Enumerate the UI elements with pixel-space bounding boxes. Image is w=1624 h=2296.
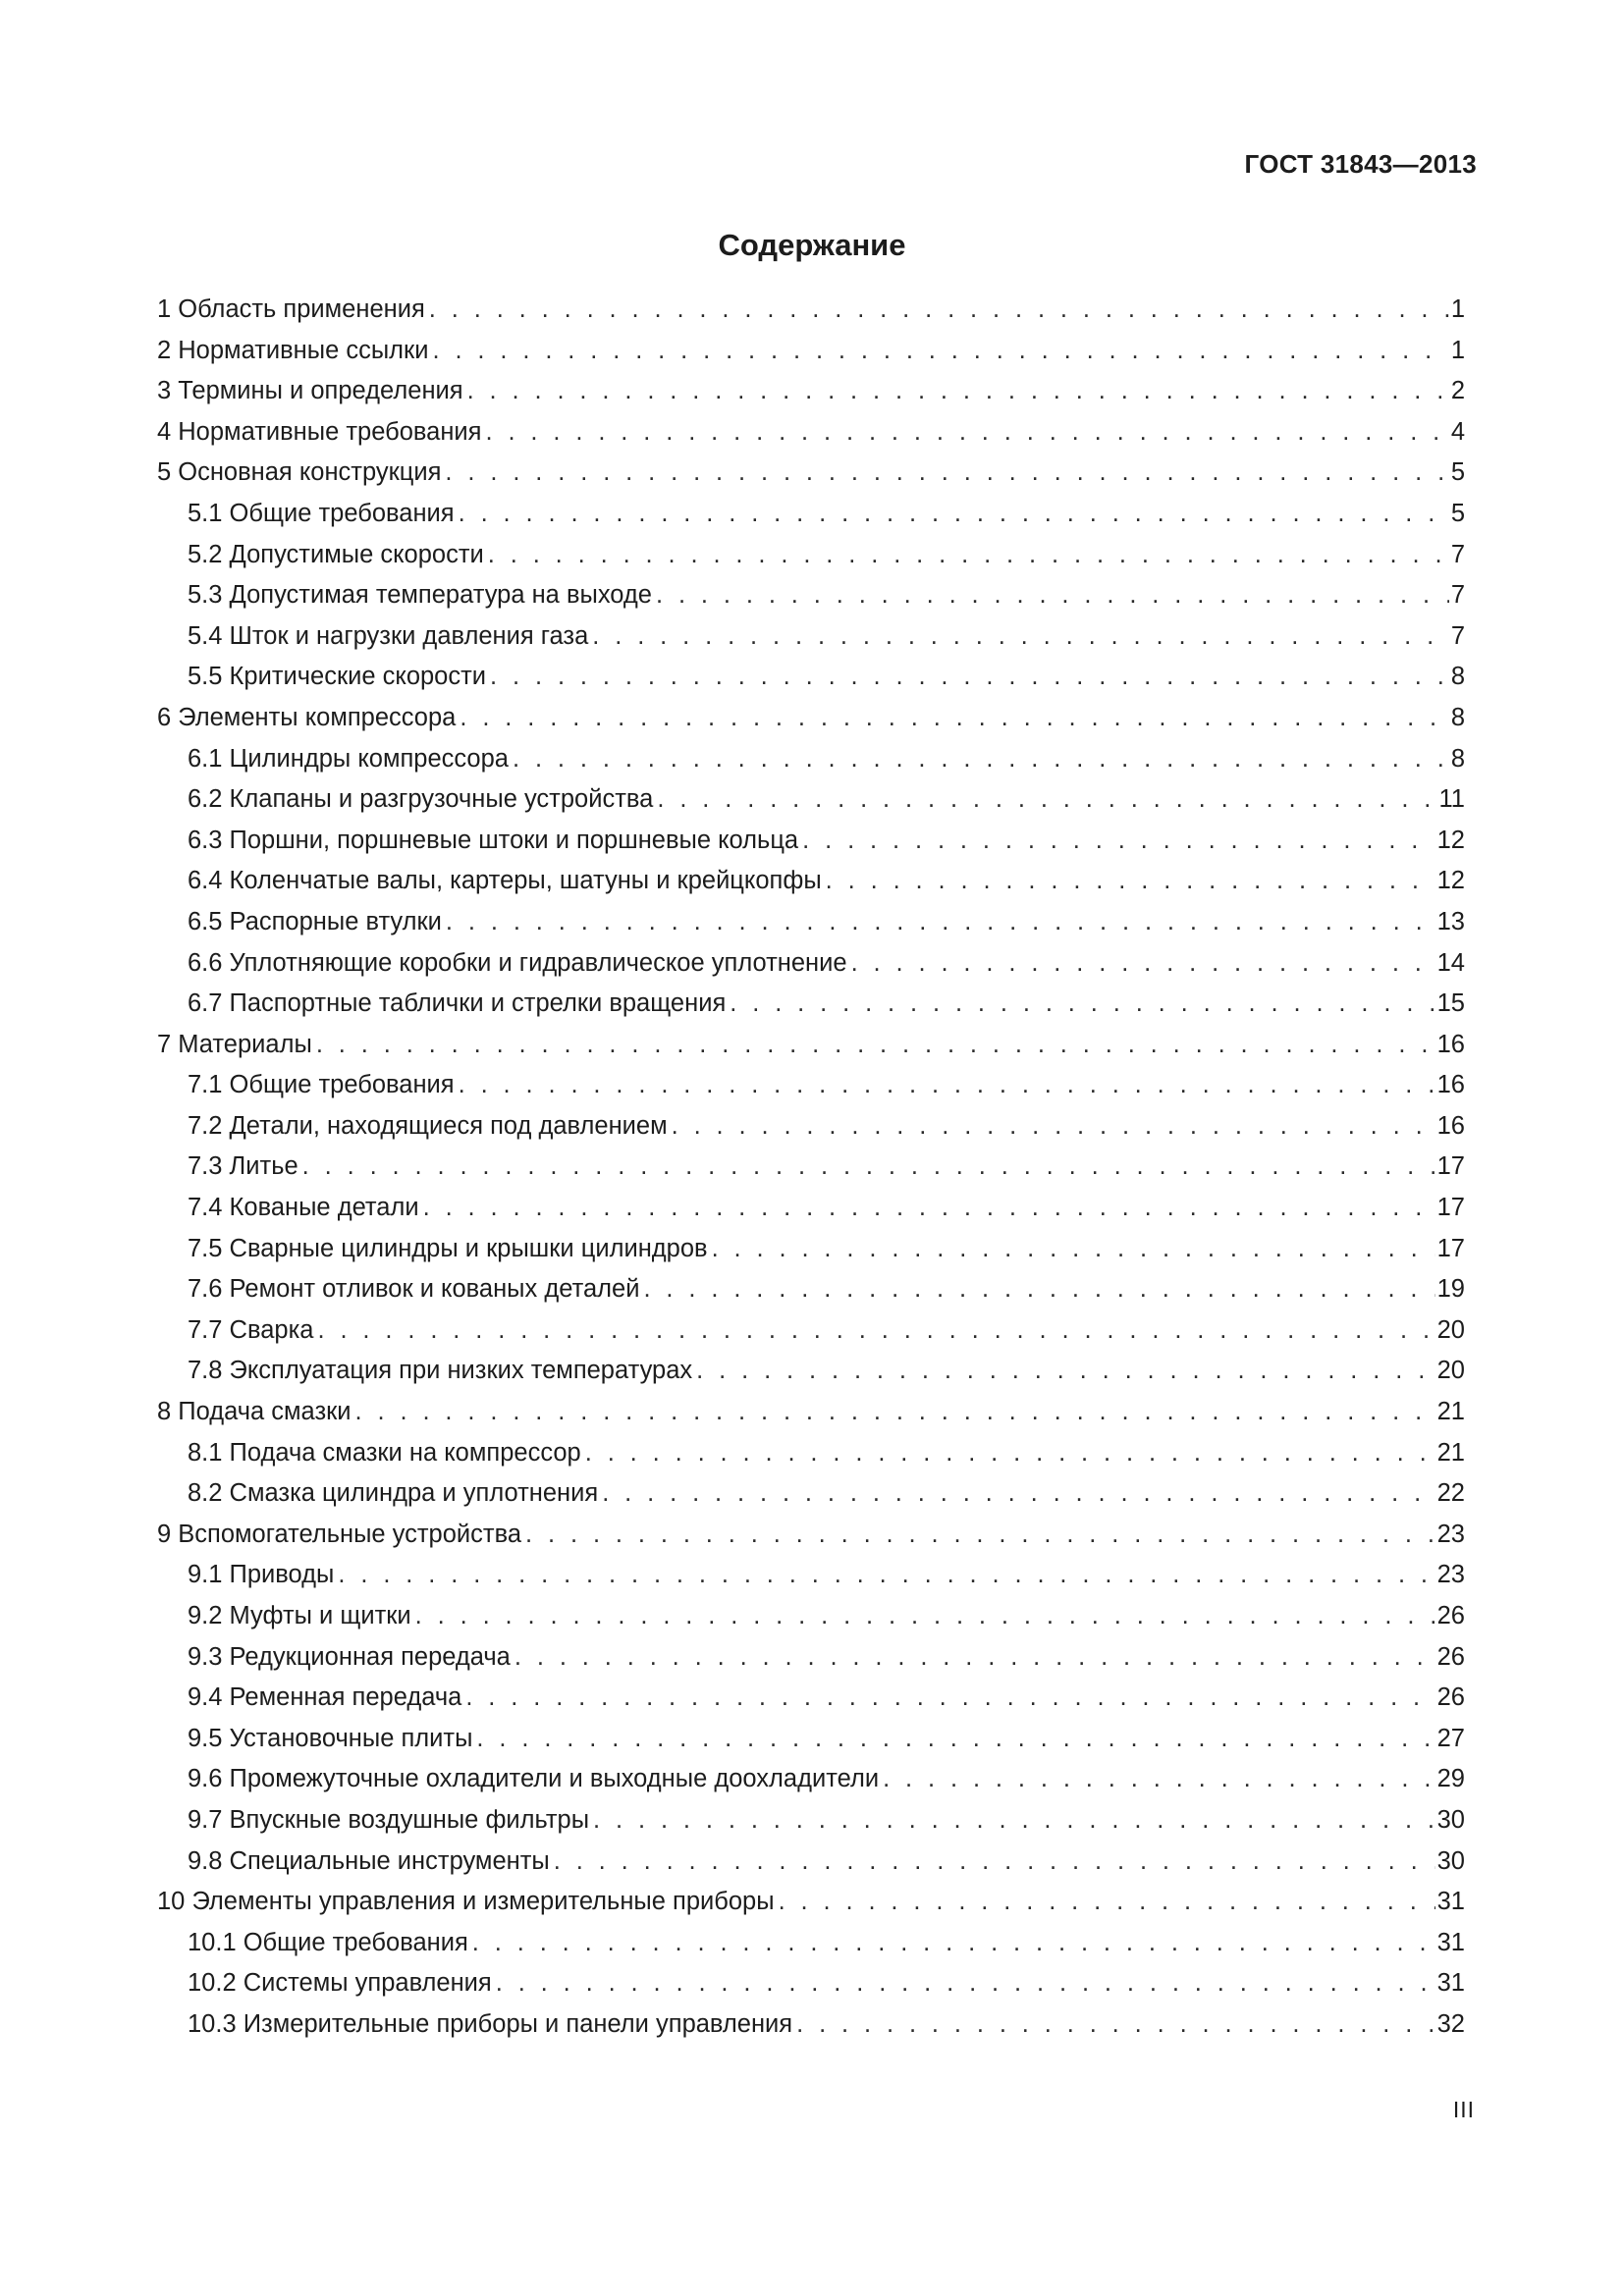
toc-entry-page: 5: [1450, 458, 1465, 487]
dot-leader: [460, 703, 1448, 732]
toc-entry-page: 22: [1436, 1479, 1465, 1508]
dot-leader: [317, 1315, 1435, 1345]
toc-entry[interactable]: [157, 1151, 1465, 1193]
toc-entry-title: 9.8 Специальные инструменты: [188, 1846, 550, 1875]
toc-entry-title: 7.1 Общие требования: [188, 1071, 455, 1099]
toc-entry-page: 17: [1436, 1234, 1465, 1262]
dot-leader: [851, 948, 1435, 978]
dot-leader: [490, 662, 1449, 691]
dot-leader: [672, 1111, 1435, 1141]
dot-leader: [355, 1397, 1435, 1426]
toc-entry-page: 26: [1436, 1683, 1465, 1712]
toc-entry[interactable]: [157, 662, 1465, 703]
toc-entry[interactable]: [157, 1030, 1465, 1071]
toc-entry-page: 4: [1450, 417, 1465, 446]
toc-entry-title: 9.4 Ременная передача: [188, 1683, 462, 1712]
dot-leader: [465, 1682, 1435, 1712]
toc-entry-page: 26: [1436, 1642, 1465, 1671]
toc-entry[interactable]: [157, 1111, 1465, 1152]
toc-entry-title: 10.3 Измерительные приборы и панели управления: [188, 2009, 793, 2038]
toc-entry[interactable]: [157, 866, 1465, 907]
toc-entry-page: 16: [1436, 1071, 1465, 1099]
toc-entry-page: 2: [1450, 377, 1465, 405]
dot-leader: [415, 1601, 1435, 1630]
toc-entry-page: 21: [1436, 1398, 1465, 1426]
table-of-contents: [157, 294, 1465, 2051]
toc-entry-page: 5: [1450, 499, 1465, 527]
toc-entry-page: 7: [1450, 581, 1465, 610]
toc-entry-title: 10.2 Системы управления: [188, 1969, 492, 1998]
dot-leader: [730, 988, 1435, 1018]
toc-entry-page: 23: [1436, 1520, 1465, 1548]
toc-entry-title: 7.4 Кованые детали: [188, 1194, 419, 1222]
dot-leader: [657, 784, 1436, 814]
toc-entry[interactable]: [157, 1397, 1465, 1438]
toc-entry[interactable]: [157, 1968, 1465, 2009]
dot-leader: [779, 1887, 1435, 1916]
toc-entry[interactable]: [157, 1438, 1465, 1479]
toc-entry-page: 11: [1438, 785, 1465, 814]
toc-entry[interactable]: [157, 1315, 1465, 1357]
toc-entry-title: 10 Элементы управления и измерительные приборы: [157, 1888, 775, 1916]
toc-entry[interactable]: [157, 580, 1465, 621]
toc-entry[interactable]: [157, 1724, 1465, 1765]
dot-leader: [467, 376, 1449, 405]
toc-entry-title: 7.6 Ремонт отливок и кованых деталей: [188, 1275, 640, 1304]
toc-entry[interactable]: [157, 907, 1465, 948]
toc-entry-page: 12: [1436, 867, 1465, 895]
toc-entry[interactable]: [157, 744, 1465, 785]
dot-leader: [476, 1724, 1435, 1753]
toc-entry-title: 1 Область применения: [157, 295, 425, 323]
toc-entry-title: 5.4 Шток и нагрузки давления газа: [188, 621, 589, 650]
toc-entry-title: 7 Материалы: [157, 1030, 312, 1058]
toc-entry[interactable]: [157, 540, 1465, 581]
toc-entry[interactable]: [157, 1846, 1465, 1888]
toc-entry[interactable]: [157, 826, 1465, 867]
toc-entry-title: 6.1 Цилиндры компрессора: [188, 744, 509, 773]
dot-leader: [459, 1070, 1435, 1099]
toc-entry-title: 5 Основная конструкция: [157, 458, 442, 487]
dot-leader: [446, 907, 1435, 936]
toc-entry-title: 8.2 Смазка цилиндра и уплотнения: [188, 1479, 599, 1508]
toc-entry-page: 1: [1450, 295, 1465, 323]
toc-entry[interactable]: [157, 621, 1465, 663]
toc-entry-page: 13: [1436, 907, 1465, 935]
toc-entry[interactable]: [157, 1928, 1465, 1969]
toc-entry-page: 26: [1436, 1602, 1465, 1629]
toc-entry-page: 23: [1436, 1561, 1465, 1589]
toc-entry-title: 5.2 Допустимые скорости: [188, 540, 484, 568]
dot-leader: [796, 2009, 1435, 2039]
toc-entry[interactable]: [157, 988, 1465, 1030]
toc-entry[interactable]: [157, 417, 1465, 458]
toc-entry-page: 32: [1436, 2009, 1465, 2038]
toc-entry-title: 9.5 Установочные плиты: [188, 1724, 473, 1752]
toc-entry-title: 2 Нормативные ссылки: [157, 336, 429, 364]
toc-entry-page: 7: [1450, 540, 1465, 568]
toc-entry[interactable]: [157, 1274, 1465, 1315]
toc-entry-title: 8 Подача смазки: [157, 1398, 352, 1426]
dot-leader: [826, 866, 1435, 895]
dot-leader: [485, 417, 1448, 447]
toc-entry[interactable]: [157, 703, 1465, 744]
toc-entry-page: 14: [1436, 948, 1465, 977]
dot-leader: [525, 1520, 1435, 1549]
dot-leader: [656, 580, 1449, 610]
toc-entry-page: 31: [1436, 1969, 1465, 1998]
toc-entry[interactable]: [157, 1070, 1465, 1111]
toc-entry[interactable]: [157, 376, 1465, 417]
toc-entry[interactable]: [157, 294, 1465, 336]
toc-entry-title: 7.5 Сварные цилиндры и крышки цилиндров: [188, 1234, 708, 1262]
dot-leader: [488, 540, 1449, 569]
dot-leader: [302, 1151, 1435, 1181]
toc-entry-title: 9.7 Впускные воздушные фильтры: [188, 1805, 590, 1834]
toc-entry[interactable]: [157, 336, 1465, 377]
toc-entry-title: 6.5 Распорные втулки: [188, 907, 442, 935]
toc-entry-page: 8: [1450, 663, 1465, 691]
toc-entry-page: 30: [1436, 1805, 1465, 1834]
toc-entry-page: 15: [1436, 989, 1465, 1018]
toc-entry-page: 16: [1436, 1111, 1465, 1140]
dot-leader: [696, 1356, 1435, 1385]
dot-leader: [316, 1030, 1435, 1059]
toc-entry[interactable]: [157, 784, 1465, 826]
dot-leader: [802, 826, 1435, 855]
dot-leader: [338, 1560, 1435, 1589]
toc-entry-page: 29: [1436, 1765, 1465, 1793]
toc-entry[interactable]: [157, 1234, 1465, 1275]
dot-leader: [585, 1438, 1435, 1468]
toc-entry-page: 1: [1450, 336, 1465, 364]
toc-entry[interactable]: [157, 1560, 1465, 1601]
toc-entry[interactable]: [157, 1682, 1465, 1724]
toc-entry-page: 20: [1436, 1315, 1465, 1344]
page-title: Содержание: [718, 228, 906, 262]
page-number: III: [1452, 2097, 1475, 2122]
toc-entry[interactable]: [157, 1642, 1465, 1683]
toc-entry-title: 5.3 Допустимая температура на выходе: [188, 581, 652, 610]
dot-leader: [513, 744, 1449, 774]
dot-leader: [514, 1642, 1435, 1672]
toc-entry-title: 6.7 Паспортные таблички и стрелки вращения: [188, 989, 727, 1018]
toc-entry-title: 3 Термины и определения: [157, 377, 463, 405]
toc-entry-page: 19: [1436, 1275, 1465, 1304]
dot-leader: [602, 1478, 1435, 1508]
toc-entry-title: 9.2 Муфты и щитки: [188, 1602, 411, 1629]
dot-leader: [593, 1805, 1435, 1835]
toc-entry-title: 9.3 Редукционная передача: [188, 1642, 511, 1671]
dot-leader: [592, 621, 1449, 651]
toc-entry-title: 6.2 Клапаны и разгрузочные устройства: [188, 785, 654, 814]
toc-entry-title: 7.3 Литье: [188, 1152, 298, 1181]
toc-entry-title: 9.6 Промежуточные охладители и выходные доохладители: [188, 1765, 880, 1793]
document-code: ГОСТ 31843—2013: [1244, 149, 1477, 179]
toc-entry[interactable]: [157, 1887, 1465, 1928]
toc-entry[interactable]: [157, 2009, 1465, 2051]
toc-entry-title: 8.1 Подача смазки на компрессор: [188, 1438, 581, 1467]
toc-entry-page: 21: [1436, 1438, 1465, 1467]
dot-leader: [429, 294, 1449, 324]
toc-entry-title: 9.1 Приводы: [188, 1561, 335, 1589]
toc-entry[interactable]: [157, 948, 1465, 989]
toc-entry-page: 27: [1436, 1724, 1465, 1752]
toc-entry[interactable]: [157, 457, 1465, 499]
toc-entry-title: 7.7 Сварка: [188, 1315, 314, 1344]
toc-entry-title: 7.8 Эксплуатация при низких температурах: [188, 1357, 693, 1385]
dot-leader: [496, 1968, 1435, 1998]
dot-leader: [643, 1274, 1435, 1304]
toc-entry[interactable]: [157, 1478, 1465, 1520]
toc-entry-title: 6.3 Поршни, поршневые штоки и поршневые кольца: [188, 826, 799, 854]
dot-leader: [432, 336, 1448, 365]
toc-entry-page: 17: [1436, 1194, 1465, 1222]
toc-entry[interactable]: [157, 499, 1465, 540]
dot-leader: [423, 1193, 1435, 1222]
dot-leader: [459, 499, 1449, 528]
toc-entry[interactable]: [157, 1356, 1465, 1397]
toc-entry-page: 31: [1436, 1928, 1465, 1956]
toc-entry[interactable]: [157, 1805, 1465, 1846]
toc-entry-page: 8: [1450, 703, 1465, 731]
toc-entry-page: 17: [1436, 1152, 1465, 1181]
dot-leader: [554, 1846, 1435, 1876]
toc-entry[interactable]: [157, 1601, 1465, 1642]
toc-entry-title: 9 Вспомогательные устройства: [157, 1520, 522, 1548]
dot-leader: [712, 1234, 1435, 1263]
toc-entry-title: 6.4 Коленчатые валы, картеры, шатуны и крейцкопфы: [188, 867, 822, 895]
dot-leader: [472, 1928, 1435, 1957]
toc-entry-title: 7.2 Детали, находящиеся под давлением: [188, 1111, 668, 1140]
dot-leader: [883, 1764, 1435, 1793]
toc-entry-page: 8: [1450, 744, 1465, 773]
toc-entry[interactable]: [157, 1764, 1465, 1805]
toc-entry-title: 6 Элементы компрессора: [157, 703, 457, 731]
dot-leader: [445, 457, 1448, 487]
toc-entry-title: 4 Нормативные требования: [157, 417, 482, 446]
toc-entry-page: 16: [1436, 1030, 1465, 1058]
toc-entry-title: 10.1 Общие требования: [188, 1928, 468, 1956]
toc-entry-page: 20: [1436, 1357, 1465, 1385]
toc-entry-title: 6.6 Уплотняющие коробки и гидравлическое уплотнение: [188, 948, 847, 977]
toc-entry-title: 5.5 Критические скорости: [188, 663, 487, 691]
toc-entry-page: 30: [1436, 1846, 1465, 1875]
toc-entry-title: 5.1 Общие требования: [188, 499, 455, 527]
toc-entry-page: 7: [1450, 621, 1465, 650]
toc-entry-page: 31: [1436, 1888, 1465, 1916]
toc-entry-page: 12: [1436, 826, 1465, 854]
toc-entry[interactable]: [157, 1520, 1465, 1561]
toc-entry[interactable]: [157, 1193, 1465, 1234]
